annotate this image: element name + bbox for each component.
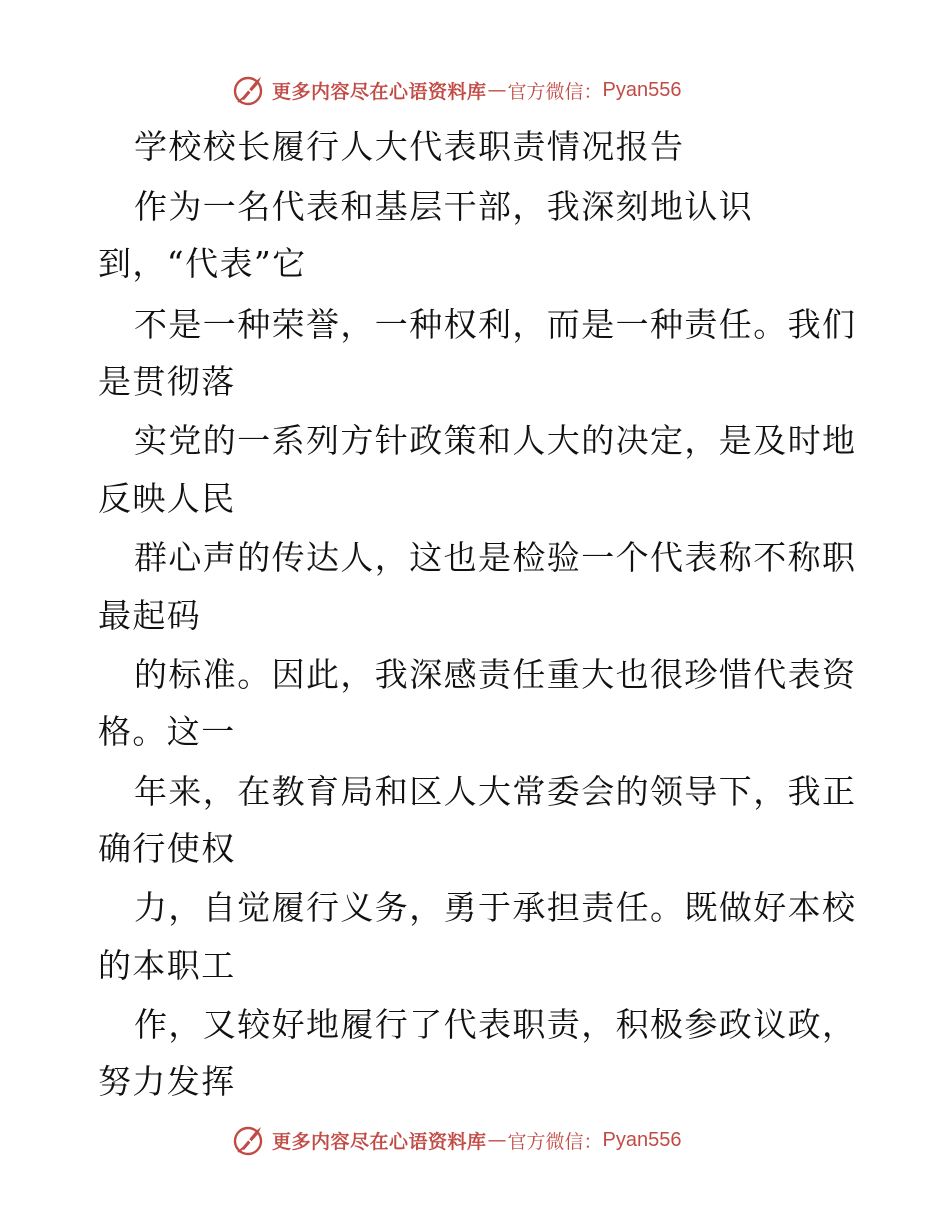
watermark-site-text: 更多内容尽在心语资料库	[272, 80, 487, 103]
body-line: 作，又较好地履行了代表职责，积极参政议政，	[134, 1005, 857, 1044]
watermark-wechat-id: Pyan556	[602, 78, 682, 101]
watermark-dash: —	[487, 1129, 507, 1151]
body-line: 格。这一	[98, 712, 236, 751]
body-line: 到，“代表”它	[98, 244, 307, 283]
body-line: 最起码	[98, 596, 202, 635]
body-line: 是贯彻落	[98, 362, 236, 401]
body-line: 的本职工	[98, 946, 236, 985]
body-line: 实党的一系列方针政策和人大的决定，是及时地	[134, 421, 857, 460]
body-line: 作为一名代表和基层干部，我深刻地认识	[134, 187, 754, 226]
watermark-wechat-label: 官方微信：	[507, 80, 603, 103]
watermark-wechat-label: 官方微信：	[507, 1130, 603, 1153]
body-line: 反映人民	[98, 479, 236, 518]
document-title: 学校校长履行人大代表职责情况报告	[134, 127, 685, 166]
watermark-site-text: 更多内容尽在心语资料库	[272, 1130, 487, 1153]
quill-logo-icon	[232, 73, 266, 107]
watermark-header	[232, 72, 712, 108]
watermark-wechat-id: Pyan556	[602, 1128, 682, 1151]
watermark-footer	[232, 1122, 712, 1158]
body-line: 年来，在教育局和区人大常委会的领导下，我正	[134, 772, 857, 811]
body-line: 努力发挥	[98, 1062, 236, 1101]
body-line: 确行使权	[98, 829, 236, 868]
body-line: 的标准。因此，我深感责任重大也很珍惜代表资	[134, 655, 857, 694]
quill-logo-icon	[232, 1123, 266, 1157]
watermark-dash: —	[487, 79, 507, 101]
body-line: 不是一种荣誉，一种权利，而是一种责任。我们	[134, 305, 857, 344]
body-line: 群心声的传达人，这也是检验一个代表称不称职	[134, 538, 857, 577]
body-line: 力，自觉履行义务，勇于承担责任。既做好本校	[134, 888, 857, 927]
